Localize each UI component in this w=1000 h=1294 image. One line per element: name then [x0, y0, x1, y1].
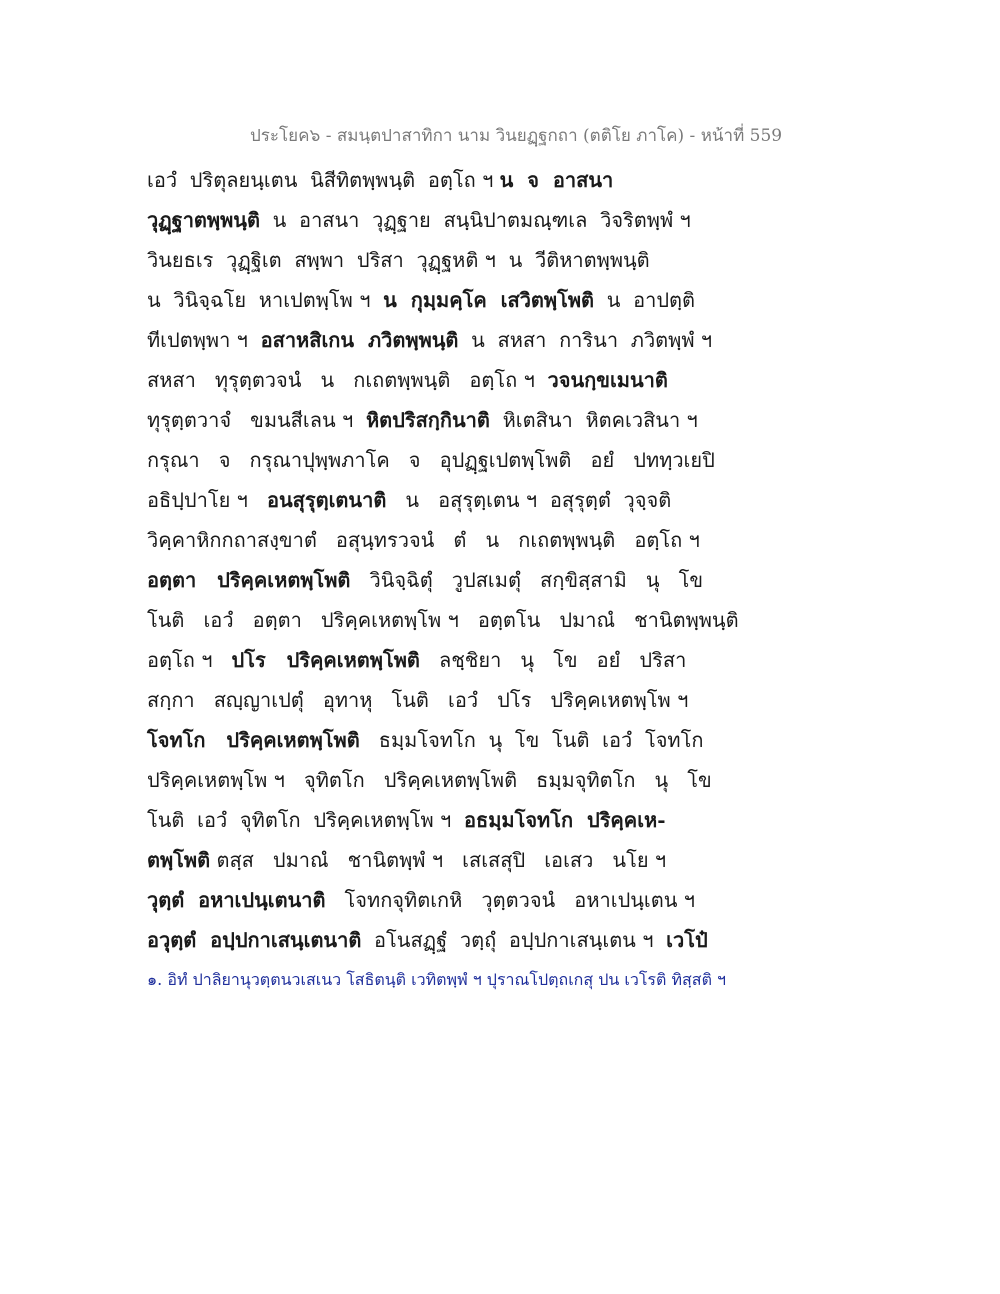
- text-segment: ทีเปตพฺพา ฯ: [147, 328, 261, 352]
- text-segment: วิคฺคาหิกกถาสงฺขาตํ อสุนฺทรวจนํ ตํ น กเถตพฺพนฺติ อตฺโถ ฯ: [147, 528, 700, 552]
- text-segment: น อสุรุตฺเตน ฯ อสุรุตฺตํ วุจฺจติ: [386, 488, 672, 512]
- text-segment: เอวํ ปริตุลยนฺเตน นิสีทิตพฺพนฺติ อตฺโถ ฯ: [147, 168, 500, 192]
- text-line: [147, 680, 707, 720]
- text-line: [147, 840, 707, 880]
- text-line: [147, 400, 707, 440]
- page-header: ประโยค๖ - สมนฺตปาสาทิกา นาม วินยฏฺฐกถา (ตติโย ภาโค) - หน้าที่ 559: [250, 126, 783, 146]
- text-line: [147, 920, 707, 960]
- text-line: [147, 320, 713, 360]
- bold-term: อตฺตา ปริคฺคเหตพฺโพติ: [147, 568, 351, 592]
- text-line: [147, 760, 712, 800]
- text-line: [147, 880, 707, 920]
- text-segment: โนติ เอวํ จุทิตโก ปริคฺคเหตพฺโพ ฯ: [147, 808, 464, 832]
- text-segment: หิเตสินา หิตคเวสินา ฯ: [489, 408, 698, 432]
- text-line: [147, 520, 707, 560]
- text-segment: อตฺโถ ฯ: [147, 648, 232, 672]
- text-line: [147, 720, 707, 760]
- bold-term: น กุมฺมคฺโค เสวิตพฺโพติ: [383, 288, 595, 312]
- bold-term: น จ อาสนา: [499, 168, 614, 192]
- text-line: [147, 800, 707, 840]
- text-line: [147, 480, 707, 520]
- text-segment: วินยธเร วุฏฺฐิเต สพฺพา ปริสา วุฏฺฐหติ ฯ น วีติหาตพฺพนฺติ: [147, 248, 650, 272]
- text-line: [147, 280, 707, 320]
- bold-term: เวโป๋: [666, 928, 708, 952]
- text-line: [147, 160, 707, 200]
- text-line: [147, 560, 707, 600]
- text-segment: สหสา ทุรุตฺตวจนํ น กเถตพฺพนฺติ อตฺโถ ฯ: [147, 368, 548, 392]
- bold-term: อธมฺมโจทโก ปริคฺคเห-: [463, 808, 666, 832]
- bold-term: ปโร ปริคฺคเหตพฺโพติ: [231, 648, 420, 672]
- text-segment: น สหสา การินา ภวิตพฺพํ ฯ: [458, 328, 713, 352]
- text-line: [147, 360, 707, 400]
- bold-term: อสาหสิเกน ภวิตพฺพนฺติ: [260, 328, 459, 352]
- text-segment: น อาสนา วุฏฺฐาย สนฺนิปาตมณฺฑเล วิจริตพฺพํ ฯ: [259, 208, 691, 232]
- bold-term: ตพฺโพติ: [147, 848, 211, 872]
- text-segment: ตสฺส ปมาณํ ชานิตพฺพํ ฯ เสเสสุปิ เอเสว นโย ฯ: [210, 848, 667, 872]
- footnote: ๑. อิทํ ปาลิยานุวตฺตนวเสเนว โสธิตนฺติ เวทิตพฺพํ ฯ ปุราณโปตฺถเกสุ ปน เวโรติ ทิสฺสติ ฯ: [147, 970, 727, 989]
- text-segment: ทุรุตฺตวาจํ ขมนสีเลน ฯ: [147, 408, 366, 432]
- bold-term: อนสุรุตฺเตนาติ: [266, 488, 387, 512]
- bold-term: อวุตฺตํ อปฺปกาเสนฺเตนาติ: [147, 928, 362, 952]
- text-segment: น วินิจฺฉโย หาเปตพฺโพ ฯ: [147, 288, 384, 312]
- text-segment: ลชฺชิยา นุ โข อยํ ปริสา: [419, 648, 687, 672]
- text-segment: โจทกจุทิตเกหิ วุตฺตวจนํ อหาเปนฺเตน ฯ: [325, 888, 696, 912]
- bold-term: วุฏฺฐาตพฺพนฺติ: [147, 208, 260, 232]
- bold-term: วุตฺตํ อหาเปนฺเตนาติ: [147, 888, 326, 912]
- text-segment: ธมฺมโจทโก นุ โข โนติ เอวํ โจทโก: [359, 728, 704, 752]
- text-line: [147, 200, 707, 240]
- body-text: [147, 160, 739, 960]
- bold-term: โจทโก ปริคฺคเหตพฺโพติ: [147, 728, 360, 752]
- bold-term: วจนกฺขเมนาติ: [547, 368, 668, 392]
- text-segment: ปริคฺคเหตพฺโพ ฯ จุทิตโก ปริคฺคเหตพฺโพติ ธมฺมจุทิตโก นุ โข: [147, 768, 712, 792]
- text-line: [147, 640, 707, 680]
- text-line: [147, 440, 715, 480]
- text-segment: สกฺกา สญฺญาเปตุํ อุทาหุ โนติ เอวํ ปโร ปริคฺคเหตพฺโพ ฯ: [147, 688, 689, 712]
- bold-term: หิตปริสกฺกินาติ: [365, 408, 490, 432]
- text-segment: โนติ เอวํ อตฺตา ปริคฺคเหตพฺโพ ฯ อตฺตโน ปมาณํ ชานิตพฺพนฺติ: [147, 608, 739, 632]
- text-line: [147, 240, 707, 280]
- text-segment: วินิจฺฉิตุํ วูปสเมตุํ สกฺขิสฺสามิ นุ โข: [350, 568, 704, 592]
- text-segment: น อาปตฺติ: [594, 288, 696, 312]
- text-segment: กรุณา จ กรุณาปุพฺพภาโค จ อุปฏฺฐเปตพฺโพติ อยํ ปททฺวเยปิ: [147, 448, 715, 472]
- text-segment: อโนสฏฺฐํ วตฺถุํ อปฺปกาเสนฺเตน ฯ: [361, 928, 667, 952]
- text-line: [147, 600, 739, 640]
- text-segment: อธิปฺปาโย ฯ: [147, 488, 267, 512]
